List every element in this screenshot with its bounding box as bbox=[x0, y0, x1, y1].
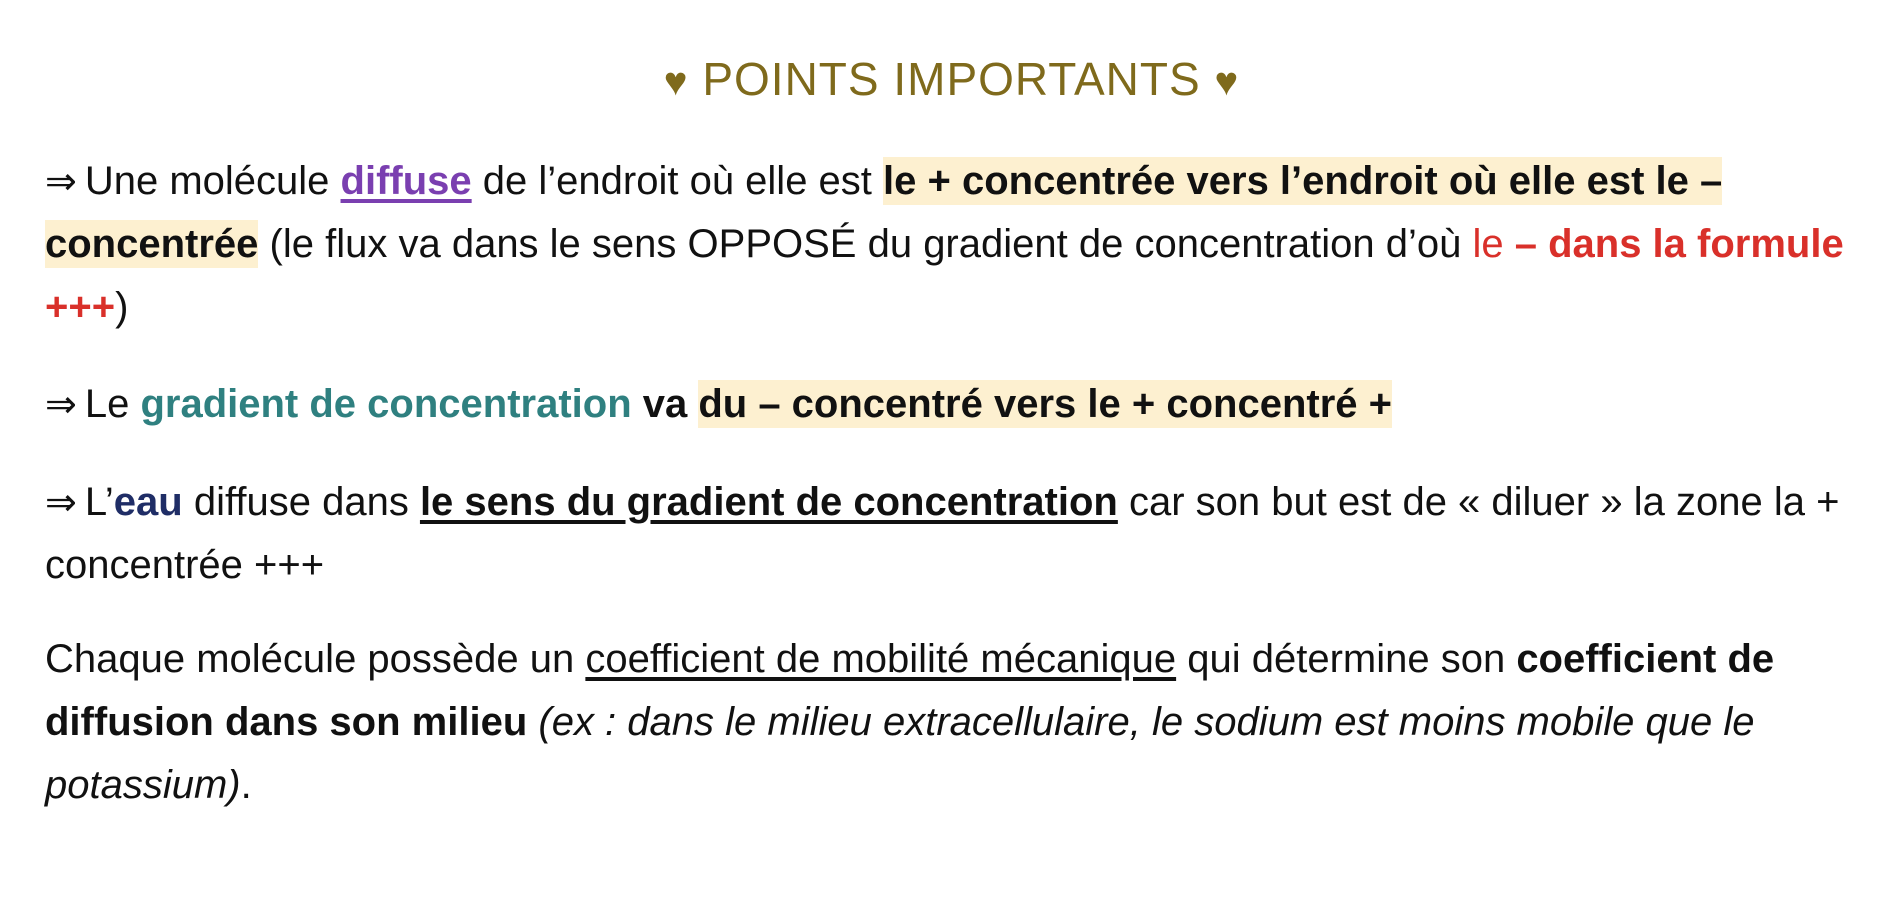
underlined-text: coefficient de mobilité mécanique bbox=[585, 637, 1177, 681]
red-text: le bbox=[1472, 222, 1515, 266]
bold-text: coefficient de diffusion dans son milieu bbox=[45, 637, 1775, 744]
text-run: ) bbox=[115, 285, 129, 329]
text-run: de l’endroit où elle est bbox=[471, 159, 884, 203]
highlighted-text: le + concentrée vers l’endroit où elle est le – concentrée bbox=[45, 159, 1723, 266]
implies-arrow-icon: ⇒ bbox=[45, 159, 77, 203]
text-run: qui détermine son bbox=[1176, 637, 1517, 681]
highlighted-text: du – concentré vers le + concentré + bbox=[698, 382, 1392, 426]
teal-bold-text: gradient de concentration bbox=[140, 382, 632, 426]
text-run: diffuse dans bbox=[182, 480, 420, 524]
italic-example: (ex : dans le milieu extracellulaire, le sodium est moins mobile que le potassium) bbox=[45, 700, 1755, 807]
text-run: Le bbox=[84, 382, 141, 426]
text-run: L’ bbox=[84, 480, 114, 524]
text-run: Chaque molécule possède un bbox=[45, 637, 586, 681]
paragraph-diffusion bbox=[45, 150, 1865, 339]
page-title bbox=[0, 52, 1903, 106]
text-run: Une molécule bbox=[84, 159, 341, 203]
paragraph-gradient bbox=[45, 373, 1865, 436]
text-run: . bbox=[240, 763, 252, 807]
heart-icon: ♥ bbox=[663, 60, 689, 104]
title-text: POINTS IMPORTANTS bbox=[702, 53, 1201, 105]
implies-arrow-icon: ⇒ bbox=[45, 480, 77, 524]
implies-arrow-icon: ⇒ bbox=[45, 382, 77, 426]
heart-icon: ♥ bbox=[1214, 60, 1240, 104]
paragraph-coefficient bbox=[45, 628, 1865, 817]
red-bold-text: – dans la formule +++ bbox=[45, 222, 1844, 329]
navy-bold-text: eau bbox=[113, 480, 183, 524]
paragraph-water bbox=[45, 471, 1865, 597]
text-run bbox=[527, 700, 538, 744]
bold-text: va bbox=[631, 382, 699, 426]
text-run: (le flux va dans le sens OPPOSÉ du gradient de concentration d’où bbox=[258, 222, 1473, 266]
text-run: car son but est de « diluer » la zone la + concentrée +++ bbox=[45, 480, 1840, 587]
emphasis-diffuse: diffuse bbox=[340, 159, 472, 203]
underlined-bold-text: le sens du gradient de concentration bbox=[419, 480, 1118, 524]
